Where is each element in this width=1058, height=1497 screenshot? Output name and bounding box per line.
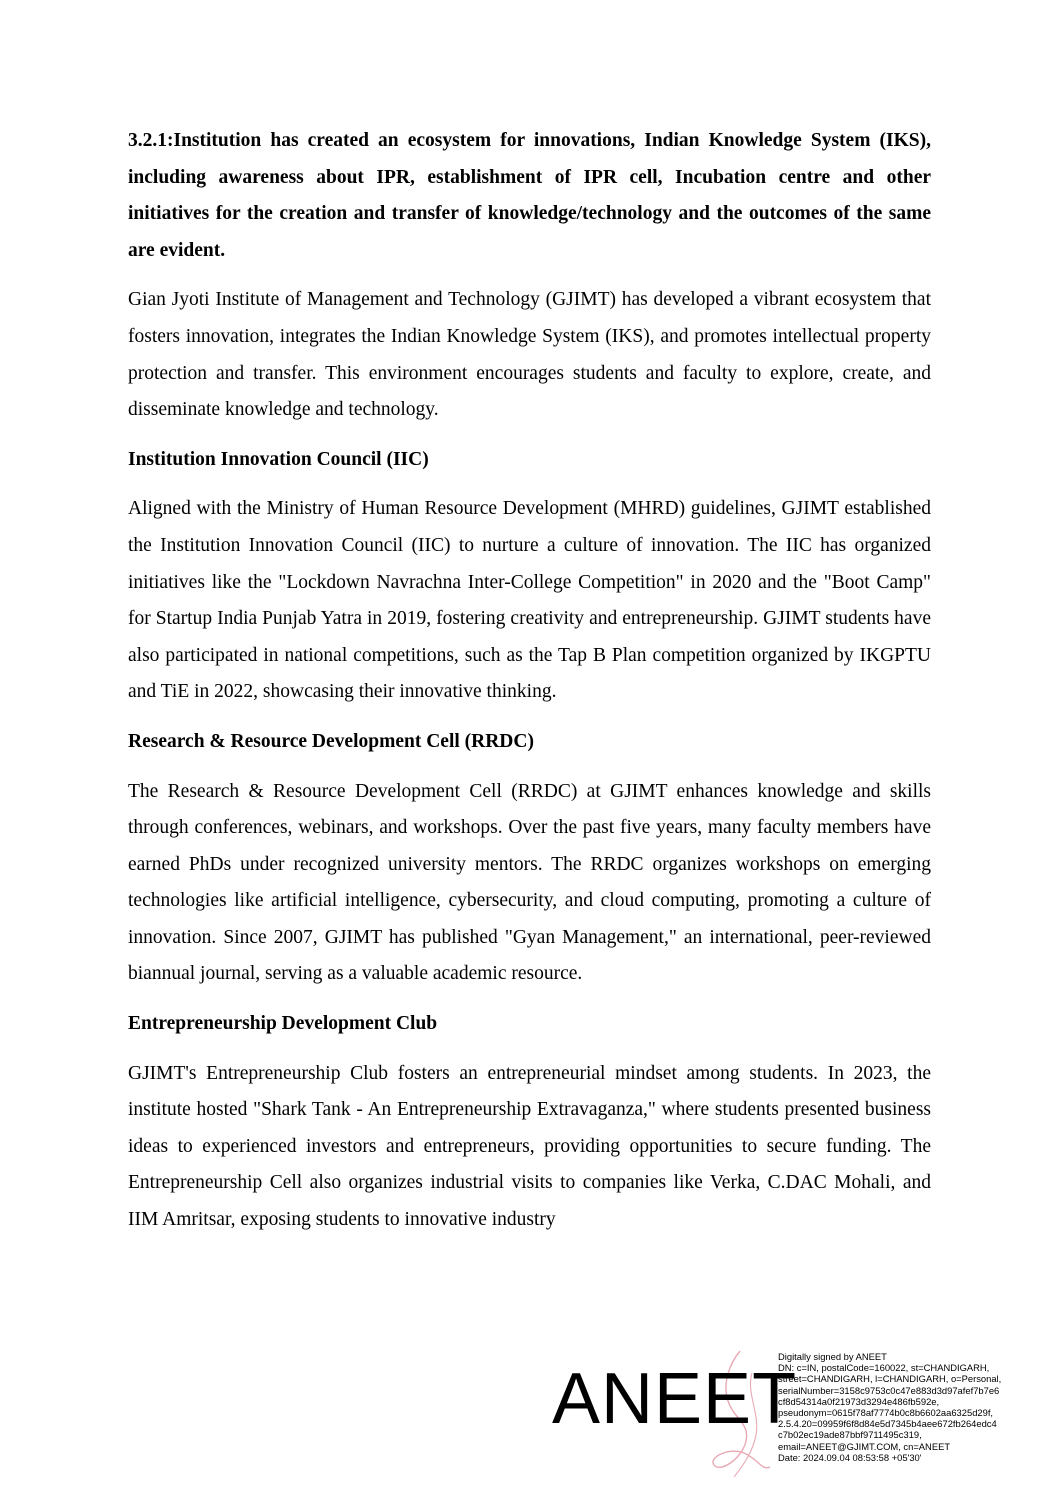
section-body-edc: GJIMT's Entrepreneurship Club fosters an entrepreneurial mindset among students. In 2023, the institute hosted "Shark Tank - An Entrepreneurship Extravaganza," where students presented business ideas to experienced investors and entrepreneurs, providing opportunities to secure funding. The Entrepreneurship Cell also organizes industrial visits to companies like Verka, C.DAC Mohali, and IIM Amritsar, exposing students to innovative industry xyxy=(128,1062,931,1231)
digital-signature xyxy=(550,1343,1020,1483)
criterion-heading: 3.2.1:Institution has created an ecosystem for innovations, Indian Knowledge System (IKS), including awareness about IPR, establishment of IPR cell, Incubation centre and other initiatives for the creation and transfer of knowledge/technology and the outcomes of the same are evident. xyxy=(128,130,931,261)
intro-paragraph: Gian Jyoti Institute of Management and Technology (GJIMT) has developed a vibrant ecosystem that fosters innovation, integrates the Indian Knowledge System (IKS), and promotes intellectual property protection and transfer. This environment encourages students and faculty to explore, create, and disseminate knowledge and technology. xyxy=(128,289,931,421)
section-body-iic: Aligned with the Ministry of Human Resource Development (MHRD) guidelines, GJIMT established the Institution Innovation Council (IIC) to nurture a culture of innovation. The IIC has organized initiatives like the "Lockdown Navrachna Inter-College Competition" in 2020 and the "Boot Camp" for Startup India Punjab Yatra in 2019, fostering creativity and entrepreneurship. GJIMT students have also participated in national competitions, such as the Tap B Plan competition organized by IKGPTU and TiE in 2022, showcasing their innovative thinking. xyxy=(128,498,931,703)
document-page xyxy=(128,123,931,1252)
section-title-iic: Institution Innovation Council (IIC) xyxy=(128,448,429,470)
signature-details: Digitally signed by ANEET DN: c=IN, postalCode=160022, st=CHANDIGARH, street=CHANDIGARH, l=CHANDIGARH, o=Personal, serialNumber=3158c9753c0c47e883d3d97afef7b7e6 cf8d54314a0f21973d3294e486fb592e, pseudonym=0615f78af7774b0c8b6602aa6325d29f, 2.5.4.20=09959f6f8d84e5d7345b4aee672fb264edc4 c7b02ec19ade87bbf9711495c319, email=ANEET@GJIMT.COM, cn=ANEET Date: 2024.09.04 08:53:58 +05'30' xyxy=(778,1351,1002,1463)
section-title-edc: Entrepreneurship Development Club xyxy=(128,1013,438,1035)
section-title-rrdc: Research & Resource Development Cell (RRDC) xyxy=(128,730,534,752)
signature-name: ANEET xyxy=(552,1359,798,1439)
section-body-rrdc: The Research & Resource Development Cell (RRDC) at GJIMT enhances knowledge and skills through conferences, webinars, and workshops. Over the past five years, many faculty members have earned PhDs under recognized university mentors. The RRDC organizes workshops on emerging technologies like artificial intelligence, cybersecurity, and cloud computing, promoting a culture of innovation. Since 2007, GJIMT has published "Gyan Management," an international, peer-reviewed biannual journal, serving as a valuable academic resource. xyxy=(128,780,931,985)
